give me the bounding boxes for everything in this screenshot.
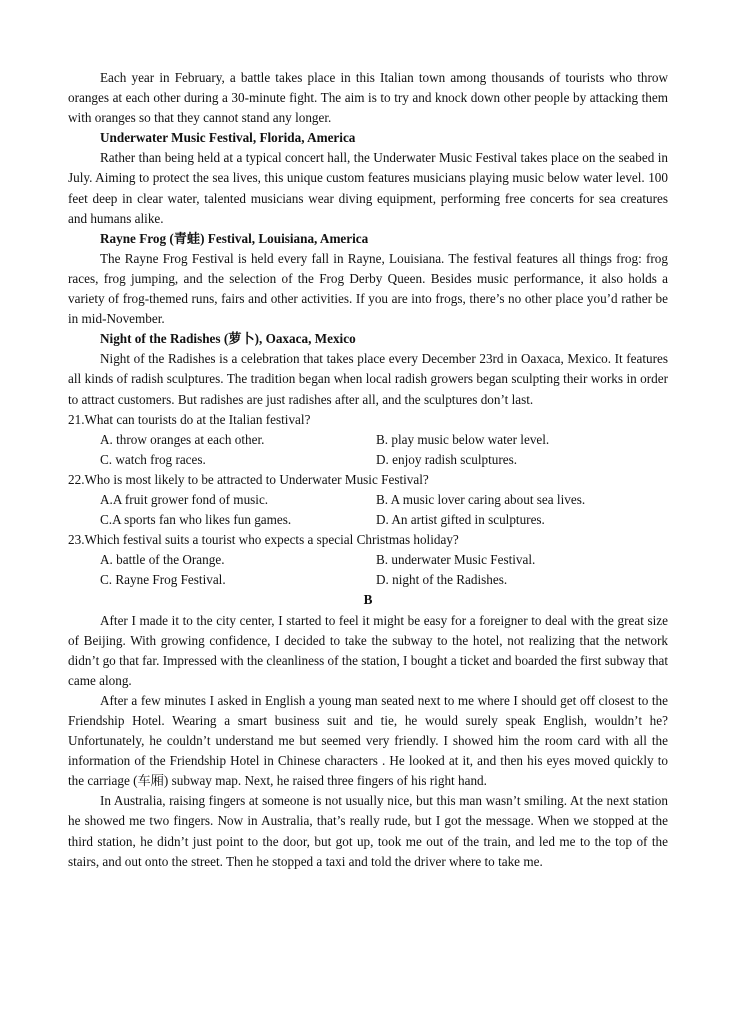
section-b-paragraph: After a few minutes I asked in English a young man seated next to me where I should get off closest to the Friendship Hotel. Wearing a smart business suit and tie, he would surely speak English, wouldn’t he? Unfortunately, he couldn’t understand me but seemed very friendly. I showed him the room card with all the information of the Friendship Hotel in Chinese characters . He looked at it, and then his eyes moved quickly to the carriage (车厢) subway map. Next, he raised three fingers of his right hand. <box>68 692 668 789</box>
option: C. watch frog races. <box>100 451 206 467</box>
section-b-paragraph: In Australia, raising fingers at someone is not usually nice, but this man wasn’t smiling. At the next station he showed me two fingers. Now in Australia, that’s really rude, but I got the message. When we stopped at the third station, he didn’t just point to the door, but got up, took me out of the train, and led me to the top of the stairs, and out onto the street. Then he stopped a taxi and told the driver where to take me. <box>68 793 668 869</box>
option: A.A fruit grower fond of music. <box>100 491 269 507</box>
festival-heading-frog: Rayne Frog (青蛙) Festival, Louisiana, America <box>100 230 369 246</box>
section-b-label: B <box>363 592 373 608</box>
option: B. underwater Music Festival. <box>376 552 536 568</box>
festival-heading-radishes: Night of the Radishes (萝卜), Oaxaca, Mexico <box>100 331 356 347</box>
festival-heading-underwater: Underwater Music Festival, Florida, America <box>100 130 356 146</box>
option: C.A sports fan who likes fun games. <box>100 512 292 528</box>
question-22-stem: 22.Who is most likely to be attracted to Underwater Music Festival? <box>68 471 429 487</box>
festival-text-underwater: Rather than being held at a typical concert hall, the Underwater Music Festival takes place on the seabed in July. Aiming to protect the sea lives, this unique custom features musicians playing music below water level. 100 feet deep in clear water, talented musicians wear diving equipment, performing free concerts for sea creatures and humans alike. <box>68 150 668 226</box>
section-b-paragraph: After I made it to the city center, I started to feel it might be easy for a foreigner to deal with the great size of Beijing. With growing confidence, I decided to take the subway to the hotel, not realizing that the network didn’t go that far. Impressed with the cleanliness of the station, I bought a ticket and boarded the first subway that came along. <box>68 612 668 688</box>
option: B. A music lover caring about sea lives. <box>376 491 586 507</box>
option: C. Rayne Frog Festival. <box>100 572 226 588</box>
question-23-stem: 23.Which festival suits a tourist who expects a special Christmas holiday? <box>68 532 459 548</box>
festival-text-frog: The Rayne Frog Festival is held every fall in Rayne, Louisiana. The festival features all things frog: frog races, frog jumping, and the selection of the Frog Derby Queen. Besides music performance, it also holds a variety of frog-themed runs, fairs and other activities. If you are into frogs, there’s no other place you’d rather be in mid-November. <box>68 250 668 327</box>
option: D. An artist gifted in sculptures. <box>376 512 545 528</box>
festival-text-radishes: Night of the Radishes is a celebration that takes place every December 23rd in Oaxaca, Mexico. It features all kinds of radish sculptures. The tradition began when local radish growers began sculpting their works in order to attract customers. But radishes are just radishes after all, and the sculptures don’t last. <box>68 351 668 407</box>
intro-paragraph: Each year in February, a battle takes place in this Italian town among thousands of tourists who throw oranges at each other during a 30-minute fight. The aim is to try and knock down other people by attacking them with oranges so that they cannot stand any longer. <box>68 70 668 126</box>
question-21-stem: 21.What can tourists do at the Italian festival? <box>68 411 311 427</box>
option: B. play music below water level. <box>376 431 550 447</box>
option: D. enjoy radish sculptures. <box>376 451 518 467</box>
question-23-options <box>68 550 668 590</box>
question-21-options <box>68 430 668 470</box>
document-page <box>68 68 668 872</box>
question-22-options <box>68 490 668 530</box>
option: A. battle of the Orange. <box>100 552 225 568</box>
option: A. throw oranges at each other. <box>100 431 265 447</box>
option: D. night of the Radishes. <box>376 572 508 588</box>
